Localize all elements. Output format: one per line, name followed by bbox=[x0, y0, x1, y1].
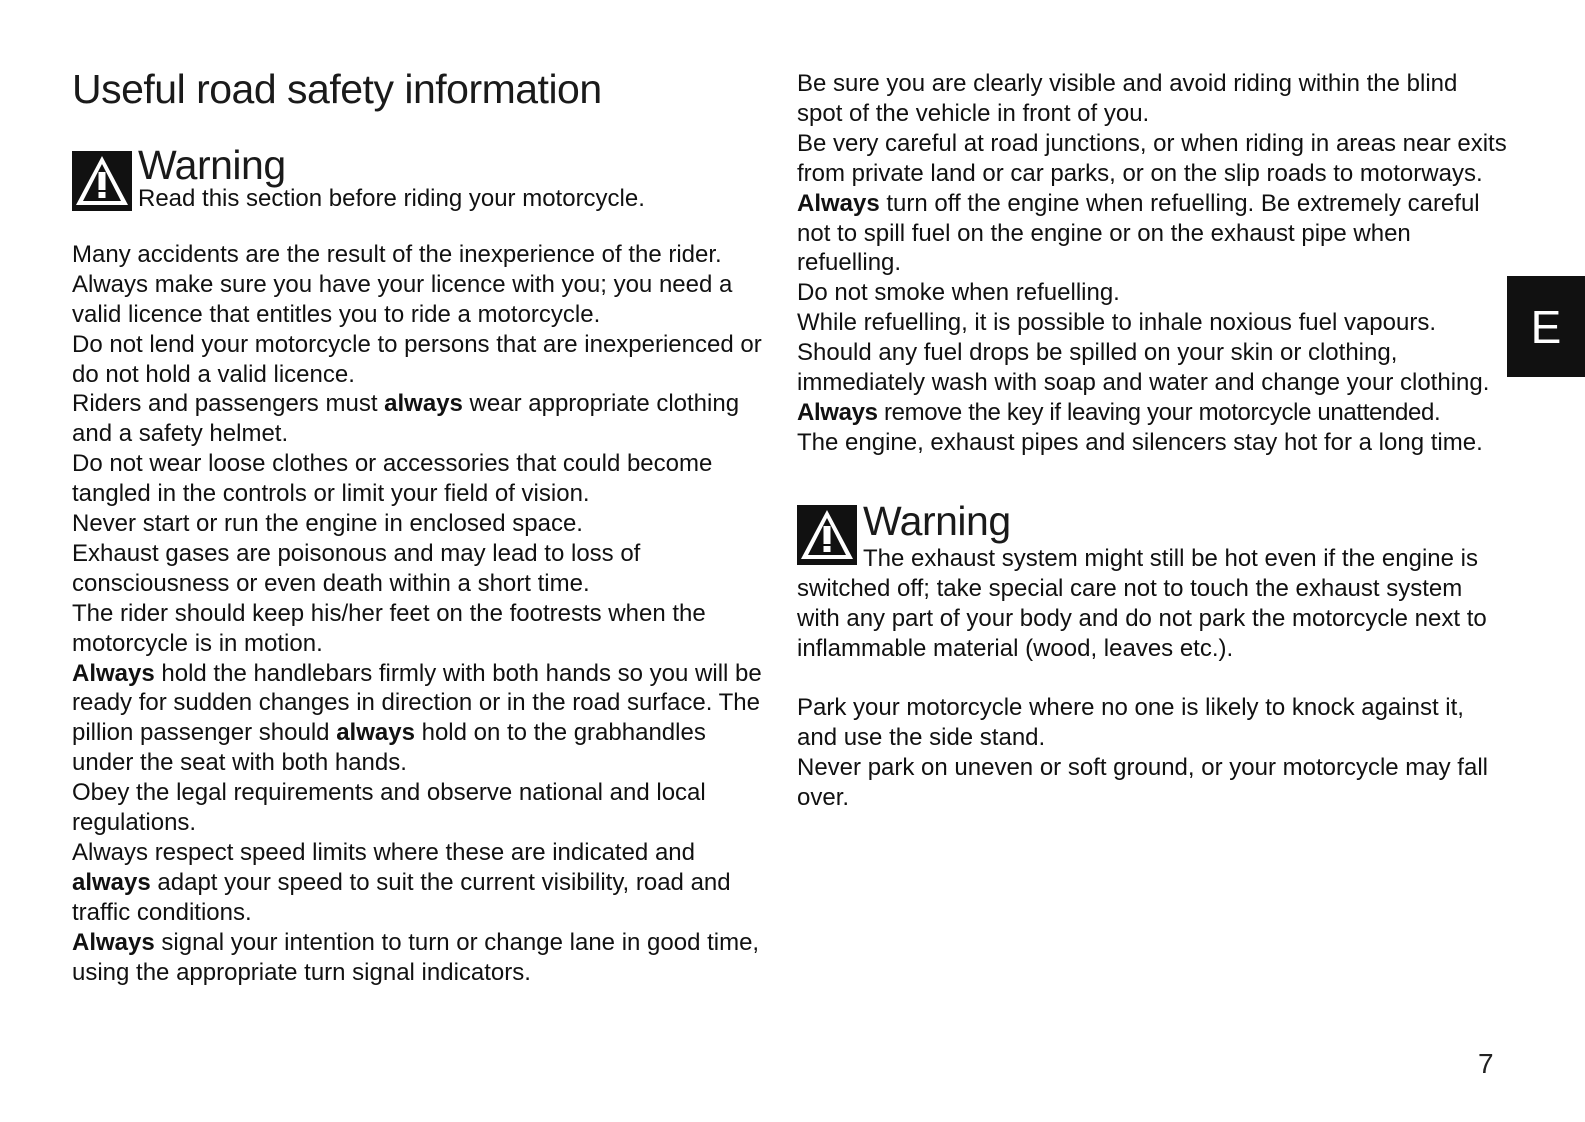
paragraph: Do not lend your motorcycle to persons that are inexperienced or do not hold a valid licence. bbox=[72, 330, 762, 388]
warning-triangle-icon bbox=[797, 505, 857, 565]
left-column bbox=[72, 66, 772, 988]
paragraph: Always turn off the engine when refuelling. Be extremely careful not to spill fuel on the engine or on the exhaust pipe when refuelling. bbox=[797, 189, 1480, 277]
warning-heading: Warning bbox=[863, 497, 1011, 544]
warning-block-1 bbox=[72, 142, 772, 210]
paragraph: Be sure you are clearly visible and avoid riding within the blind spot of the vehicle in front of you. bbox=[797, 70, 1458, 127]
paragraph: Always hold the handlebars firmly with both hands so you will be ready for sudden changes in direction or in the road surface. The pillion passenger should always hold on to the grabhandles under the seat with both hands. bbox=[72, 659, 762, 777]
paragraph: Exhaust gases are poisonous and may lead to loss of consciousness or even death within a short time. bbox=[72, 539, 641, 597]
warning-triangle-icon bbox=[72, 151, 132, 211]
paragraph: Do not smoke when refuelling. bbox=[797, 279, 1120, 307]
warning-block-2 bbox=[797, 498, 1507, 664]
paragraph: While refuelling, it is possible to inhale noxious fuel vapours. Should any fuel drops be spilled on your skin or clothing, immediately wash with soap and water and change your clothing. bbox=[797, 309, 1490, 397]
paragraph: Never park on uneven or soft ground, or your motorcycle may fall over. bbox=[797, 754, 1488, 812]
paragraph: The rider should keep his/her feet on the footrests when the motorcycle is in motion. bbox=[72, 599, 706, 657]
paragraph: Do not wear loose clothes or accessories that could become tangled in the controls or limit your field of vision. bbox=[72, 450, 713, 508]
paragraph: Always remove the key if leaving your motorcycle unattended. bbox=[797, 398, 1441, 426]
paragraph: Be very careful at road junctions, or when riding in areas near exits from private land or car parks, or on the slip roads to motorways. bbox=[797, 129, 1507, 187]
section-tab: E bbox=[1507, 276, 1585, 377]
warning-text: Read this section before riding your motorcycle. bbox=[138, 185, 645, 212]
paragraph: Obey the legal requirements and observe national and local regulations. bbox=[72, 779, 706, 837]
warning-text: The exhaust system might still be hot even if the engine is switched off; take special care not to touch the exhaust system with any part of your body and do not park the motorcycle next to inflammable material (wood, leaves etc.). bbox=[797, 544, 1487, 662]
paragraph: The engine, exhaust pipes and silencers stay hot for a long time. bbox=[797, 428, 1483, 456]
page-number: 7 bbox=[1478, 1048, 1494, 1079]
paragraph: Riders and passengers must always wear appropriate clothing and a safety helmet. bbox=[72, 390, 740, 448]
left-body bbox=[72, 240, 772, 988]
right-column bbox=[797, 69, 1507, 813]
paragraph: Always signal your intention to turn or change lane in good time, using the appropriate turn signal indicators. bbox=[72, 928, 760, 986]
page-title: Useful road safety information bbox=[72, 66, 602, 112]
paragraph: Always respect speed limits where these are indicated and always adapt your speed to suit the current visibility, road and traffic conditions. bbox=[72, 839, 731, 926]
warning-heading: Warning bbox=[138, 142, 286, 188]
paragraph: Many accidents are the result of the inexperience of the rider. Always make sure you have your licence with you; you need a valid licence that entitles you to ride a motorcycle. bbox=[72, 240, 733, 328]
paragraph: Never start or run the engine in enclosed space. bbox=[72, 510, 583, 538]
paragraph: Park your motorcycle where no one is likely to knock against it, and use the side stand. bbox=[797, 694, 1464, 752]
